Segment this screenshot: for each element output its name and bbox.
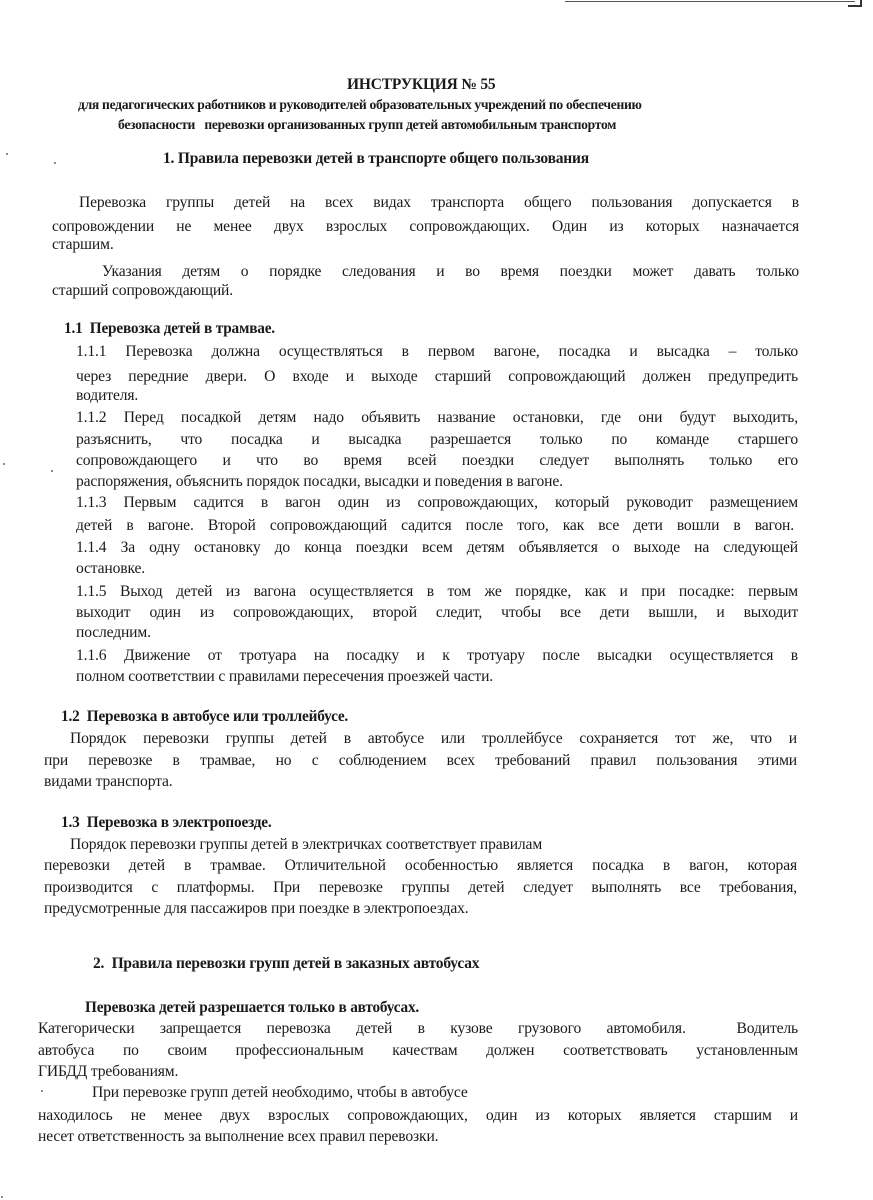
paragraph-line: предусмотренные для пассажиров при поездке в электропоездах. <box>44 900 469 917</box>
subsection-1-2-heading: 1.2 Перевозка в автобусе или троллейбусе. <box>61 708 349 725</box>
scan-artifact-corner <box>848 0 862 7</box>
paragraph-line: водителя. <box>76 387 139 404</box>
paragraph-line: детей в вагоне. Второй сопровождающий садится после того, как все дети вошли в вагон. <box>76 517 794 534</box>
paragraph-line: видами транспорта. <box>44 773 173 790</box>
paragraph-line: полном соответствии с правилами пересечения проезжей части. <box>76 668 494 685</box>
paragraph-line: при перевозке в трамвае, но с соблюдением всех требований правил пользования этими <box>44 752 797 769</box>
paragraph-line: старшим. <box>52 236 114 253</box>
paragraph-line: 1.1.2 Перед посадкой детям надо объявить название остановки, где они будут выходить, <box>76 409 798 426</box>
document-subtitle-line2: безопасности перевозки организованных групп детей автомобильным транспортом <box>118 117 617 132</box>
section-1-heading: 1. Правила перевозки детей в транспорте общего пользования <box>163 150 589 167</box>
margin-speck <box>51 470 53 472</box>
paragraph-line: распоряжения, объяснить порядок посадки, высадки и поведения в вагоне. <box>76 473 563 490</box>
paragraph-line: При перевозке групп детей необходимо, чтобы в автобусе <box>92 1084 468 1101</box>
margin-speck <box>41 1090 43 1092</box>
paragraph-line: разъяснить, что посадка и высадка разрешается только по команде старшего <box>76 431 798 448</box>
paragraph-line: остановке. <box>76 560 146 577</box>
paragraph-line: выходит один из сопровождающих, второй следит, чтобы все дети вышли, и выходит <box>76 604 798 621</box>
section-2-bold-lead: Перевозка детей разрешается только в автобусах. <box>85 999 420 1016</box>
paragraph-line: последним. <box>76 624 151 641</box>
paragraph-line: ГИБДД требованиям. <box>38 1063 179 1080</box>
paragraph-line: перевозки детей в трамвае. Отличительной особенностью является посадка в вагон, которая <box>44 857 797 874</box>
document-subtitle-line1: для педагогических работников и руководителей образовательных учреждений по обеспечению <box>78 97 642 112</box>
paragraph-line: Перевозка группы детей на всех видах транспорта общего пользования допускается в <box>79 194 799 211</box>
margin-speck <box>3 463 5 465</box>
paragraph-line: сопровождающего и что во время всей поездки следует выполнять только его <box>76 452 798 469</box>
paragraph-line: несет ответственность за выполнение всех правил перевозки. <box>38 1128 439 1145</box>
margin-speck <box>1 1196 3 1198</box>
paragraph-line: Порядок перевозки группы детей в автобусе или троллейбусе сохраняется тот же, что и <box>70 730 797 747</box>
paragraph-line: Указания детям о порядке следования и во время поездки может давать только <box>102 263 799 280</box>
document-title: ИНСТРУКЦИЯ № 55 <box>347 76 496 93</box>
paragraph-line: 1.1.6 Движение от тротуара на посадку и к тротуару после высадки осуществляется в <box>76 647 798 664</box>
paragraph-line: автобуса по своим профессиональным качествам должен соответствовать установленным <box>38 1042 798 1059</box>
paragraph-line: старший сопровождающий. <box>52 282 233 299</box>
paragraph-line: 1.1.1 Перевозка должна осуществляться в первом вагоне, посадка и высадка – только <box>76 343 798 360</box>
paragraph-line: находилось не менее двух взрослых сопровождающих, один из которых является старшим и <box>38 1107 798 1124</box>
paragraph-line: Категорически запрещается перевозка детей в кузове грузового автомобиля. Водитель <box>38 1020 798 1037</box>
paragraph-line: 1.1.4 За одну остановку до конца поездки всем детям объявляется о выходе на следующей <box>76 539 798 556</box>
margin-speck <box>54 162 56 164</box>
paragraph-line: 1.1.3 Первым садится в вагон один из сопровождающих, который руководит размещением <box>76 494 798 511</box>
subsection-1-3-heading: 1.3 Перевозка в электропоезде. <box>61 814 272 831</box>
subsection-1-1-heading: 1.1 Перевозка детей в трамвае. <box>64 320 275 337</box>
paragraph-line: производится с платформы. При перевозке группы детей следует выполнять все требования, <box>44 879 797 896</box>
margin-speck <box>6 153 8 155</box>
paragraph-line: 1.1.5 Выход детей из вагона осуществляется в том же порядке, как и при посадке: первым <box>76 583 798 600</box>
paragraph-line: сопровождении не менее двух взрослых сопровождающих. Один из которых назначается <box>52 218 799 235</box>
paragraph-line: через передние двери. О входе и выходе старший сопровождающий должен предупредить <box>76 368 798 385</box>
paragraph-line: Порядок перевозки группы детей в электричках соответствует правилам <box>70 836 543 853</box>
section-2-heading: 2. Правила перевозки групп детей в заказных автобусах <box>93 955 480 972</box>
scan-artifact-line <box>565 1 855 2</box>
